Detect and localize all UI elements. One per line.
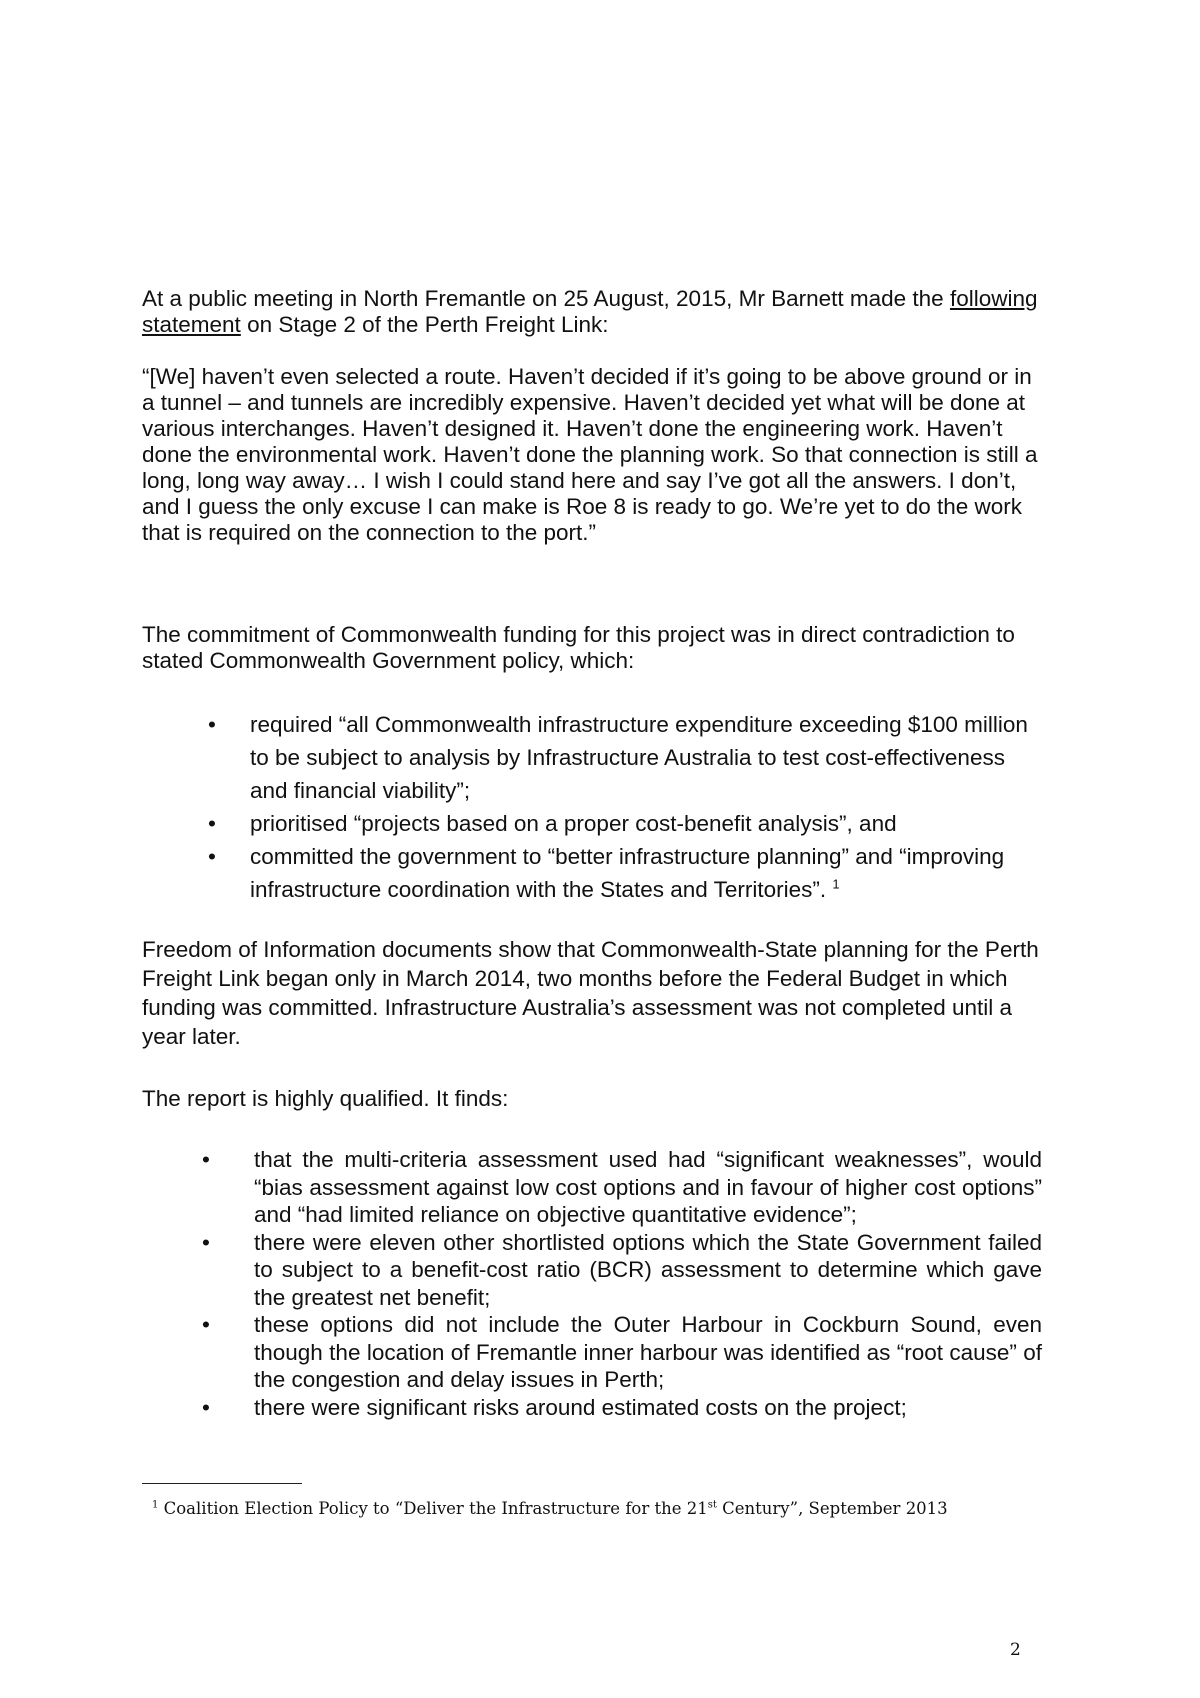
footnote xyxy=(152,1499,1052,1519)
footnote-text-end: Century”, September 2013 xyxy=(716,1499,948,1518)
list-item xyxy=(202,1311,1042,1394)
policy-bullet-list xyxy=(202,708,1042,906)
list-item-text: committed the government to “better infrastructure planning” and “improving infrastructure coordination with the States and Territories”. xyxy=(250,844,1005,902)
barnett-quote-paragraph: “[We] haven’t even selected a route. Haven’t decided if it’s going to be above ground or in a tunnel – and tunnels are incredibly expensive. Haven’t decided yet what will be done at various interchanges. Haven’t designed it. Haven’t done the engineering work. Haven’t done the environmental work. Haven’t done the planning work. So that connection is still a long, long way away… I wish I could stand here and say I’ve got all the answers. I don’t, and I guess the only excuse I can make is Roe 8 is ready to go. We’re yet to do the work that is required on the connection to the port.” xyxy=(142,364,1038,545)
intro-paragraph xyxy=(142,286,1042,338)
footnote-divider xyxy=(142,1483,302,1484)
list-item-text: required “all Commonwealth infrastructure expenditure exceeding $100 million to be subject to analysis by Infrastructure Australia to test cost-effectiveness and financial viability”; xyxy=(250,712,1028,803)
findings-bullet-list xyxy=(202,1146,1042,1421)
list-item xyxy=(202,1146,1042,1229)
intro-text-end: on Stage 2 of the Perth Freight Link: xyxy=(240,312,609,337)
following-statement-link[interactable]: following statement xyxy=(142,286,1038,337)
bullet-icon: • xyxy=(202,1312,210,1337)
list-item xyxy=(202,840,1042,906)
list-item-text: there were significant risks around estimated costs on the project; xyxy=(254,1394,907,1420)
bullet-icon: • xyxy=(202,1394,210,1420)
bullet-icon: • xyxy=(202,1229,210,1255)
bullet-icon: • xyxy=(208,811,216,836)
footnote-text-start: Coalition Election Policy to “Deliver the Infrastructure for the 21 xyxy=(158,1499,708,1518)
footnote-ordinal-suffix: st xyxy=(707,1499,717,1511)
page-number: 2 xyxy=(1010,1640,1021,1660)
list-item xyxy=(202,1394,1042,1422)
list-item-text: these options did not include the Outer Harbour in Cockburn Sound, even though the location of Fremantle inner harbour was identified as “root cause” of the congestion and delay issues in Perth; xyxy=(254,1312,1042,1392)
bullet-icon: • xyxy=(208,844,216,869)
commitment-paragraph: The commitment of Commonwealth funding for this project was in direct contradiction to stated Commonwealth Government policy, which: xyxy=(142,622,1015,673)
list-item xyxy=(202,807,1042,840)
list-item xyxy=(202,708,1042,807)
list-item-text: prioritised “projects based on a proper cost-benefit analysis”, and xyxy=(250,811,897,836)
foi-paragraph: Freedom of Information documents show that Commonwealth-State planning for the Perth Freight Link began only in March 2014, two months before the Federal Budget in which funding was committed. Infrastructure Australia’s assessment was not completed until a year later. xyxy=(142,937,1039,1049)
list-item xyxy=(202,1229,1042,1312)
list-item-text: that the multi-criteria assessment used had “significant weaknesses”, would “bias assessment against low cost options and in favour of higher cost options” and “had limited reliance on objective quantitative evidence”; xyxy=(254,1147,1042,1227)
bullet-icon: • xyxy=(202,1147,210,1172)
report-intro-paragraph: The report is highly qualified. It finds: xyxy=(142,1086,509,1111)
bullet-icon: • xyxy=(208,712,216,737)
footnote-marker: 1 xyxy=(152,1499,159,1511)
intro-text-start: At a public meeting in North Fremantle on 25 August, 2015, Mr Barnett made the xyxy=(142,286,950,311)
list-item-text: there were eleven other shortlisted options which the State Government failed to subject to a benefit-cost ratio (BCR) assessment to determine which gave the greatest net benefit; xyxy=(254,1229,1042,1310)
footnote-reference[interactable]: 1 xyxy=(832,876,840,892)
